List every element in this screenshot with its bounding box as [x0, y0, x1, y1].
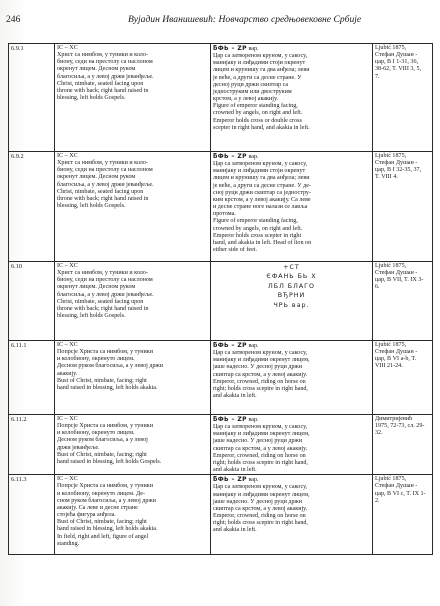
desc-line: standing. — [57, 540, 80, 547]
variant-label: вар. — [248, 417, 259, 423]
obverse-description-cell — [55, 152, 211, 262]
desc-line: биону, седи на престолу са наслоном — [57, 277, 153, 284]
reverse-legend-cell — [211, 415, 373, 475]
desc-line: throne with back; right hand raised in — [57, 195, 149, 202]
desc-line: биону, седи на престолу са наслоном — [57, 59, 153, 66]
desc-line: Христ са нимбом, у туники и коло- — [57, 52, 148, 59]
legend-line: ким крстом, а у левој акакију. Са леве — [213, 196, 311, 203]
reverse-legend-cell — [211, 44, 373, 152]
ref-line: Ljubić 1875, — [375, 263, 407, 269]
legend-text: ƃФЬ – ZP — [213, 342, 247, 349]
type-id-cell — [9, 415, 55, 475]
legend-line: јаше надесно. У десној руци држи — [213, 438, 303, 445]
desc-line: hand raised in blessing, left holds akakia. — [57, 384, 158, 391]
type-id: 6.9.2 — [11, 153, 24, 160]
ref-line: VIII 21-24. — [375, 363, 403, 370]
desc-line: акакију. Са леве и десне стране — [57, 504, 138, 511]
legend-line: crowned by angels, on right and left. — [213, 225, 303, 232]
desc-line: In field, right and left, figure of angel — [57, 533, 149, 540]
reverse-legend-cell — [211, 262, 373, 341]
reference-cell — [373, 44, 433, 152]
legend-line: скиптар са крстом, а у левој акакију. — [213, 371, 308, 378]
legend-line: крстом, а у левој акакију. — [213, 96, 278, 103]
table-row — [9, 341, 433, 415]
legend-line: right; holds cross sceptre in right hand, — [213, 459, 308, 466]
type-id: 6.9.1 — [11, 45, 24, 52]
ref-line: Стефан Душан - — [375, 270, 418, 277]
legend-heading — [213, 416, 370, 424]
desc-line: blessing, left holds Gospels. — [57, 95, 126, 102]
ref-line: Стефан Душан - — [375, 483, 418, 490]
inscription-line: ЄФАНЬ БЬ Х — [266, 273, 317, 281]
desc-line: Christ, nimbate, seated facing upon — [57, 188, 144, 195]
table-row — [9, 44, 433, 152]
desc-line: hand raised in blessing, left holds Gospels. — [57, 458, 162, 465]
legend-line: Figure of emperor standing facing, — [213, 103, 298, 110]
legend-line: манијаку и лиђадими окренут лицем, — [213, 431, 310, 438]
desc-line: Христ са нимбом, у туники и коло- — [57, 160, 148, 167]
reference-cell — [373, 341, 433, 415]
ref-line: Ljubić 1875, — [375, 45, 407, 51]
desc-line: биону, седи на престолу са наслоном — [57, 167, 153, 174]
legend-line: протома. — [213, 211, 236, 218]
desc-line: окренут лицем. Десном руком — [57, 174, 136, 181]
ref-line: цар, В I 1-31, 36, — [375, 59, 419, 66]
type-id: 6.10 — [11, 263, 23, 270]
ref-line: 2. — [375, 497, 380, 504]
legend-text: ƃФЬ – ZP — [213, 416, 247, 423]
legend-line: је веће, а други са десне стране. У — [213, 74, 302, 81]
type-id-cell — [9, 341, 55, 415]
running-title: Вујадин Иванишевић: Новчарство средњовековне Србије — [128, 14, 362, 25]
variant-label: вар. — [248, 477, 259, 484]
reference-cell — [373, 415, 433, 475]
legend-line: скиптар са крстом, а у левој акакију. — [213, 505, 308, 512]
legend-line: and akakia in left. — [213, 527, 257, 534]
legend-line: either side of feet. — [213, 247, 257, 254]
ref-line: цар, В VII, T. IX 3- — [375, 277, 424, 284]
ref-line: Стефан Душан - — [375, 160, 418, 167]
desc-line: Bust of Christ, nimbate, facing; right — [57, 377, 147, 384]
desc-line: throne with back; right hand raised in — [57, 87, 149, 94]
legend-line: Цар са затвореном круном, у сакосу, — [213, 53, 308, 60]
desc-line: Попрсје Христа са нимбом, у туники — [57, 349, 154, 356]
obverse-description-cell — [55, 415, 211, 475]
inscription-line: ВЂРНИ — [277, 292, 306, 300]
desc-line: акакију. — [57, 370, 78, 377]
reference-cell — [373, 262, 433, 341]
desc-line: IC – XC — [57, 416, 78, 422]
legend-line: crowned by angels, on right and left. — [213, 110, 303, 117]
legend-line: right; holds cross sceptre in right hand, — [213, 520, 308, 527]
legend-line: јаше надесно. У десној руци држи — [213, 364, 303, 371]
legend-line: Emperor holds cross or double cross — [213, 117, 302, 124]
desc-line: Попрсје Христа са нимбом, у туники — [57, 483, 154, 490]
desc-line: благосиља, а у левој држи јеванђеље. — [57, 73, 154, 80]
type-id-cell — [9, 44, 55, 152]
legend-line: манијаку и лиђадими окренут лицем, — [213, 491, 310, 498]
legend-line: је веће, а други са десне стране. У де- — [213, 182, 311, 189]
legend-line: Emperor, crowned, riding on horse on — [213, 378, 306, 385]
ref-line: Димитријевић — [375, 416, 413, 422]
desc-line: Christ, nimbate, seated facing upon — [57, 80, 144, 87]
type-id: 6.11.1 — [11, 342, 27, 349]
desc-line: сном руком благосиља, а у левој држи — [57, 497, 156, 504]
ref-line: T. VIII 4. — [375, 174, 398, 181]
legend-line: hand, and akakia in left. Head of lion on — [213, 239, 312, 246]
legend-line: Figure of emperor standing facing, — [213, 218, 298, 225]
desc-line: blessing, left holds Gospels. — [57, 203, 126, 210]
obverse-description-cell — [55, 44, 211, 152]
table-row — [9, 262, 433, 341]
legend-text: ƃФЬ – ZP — [213, 45, 247, 52]
ref-line: 32. — [375, 430, 383, 437]
legend-line: Emperor, crowned, riding on horse on — [213, 452, 306, 459]
desc-line: и колобиону, окренуто лицем. — [57, 356, 135, 363]
desc-line: благосиља, а у левој држи јеванђеље. — [57, 291, 154, 298]
page-number: 246 — [6, 14, 21, 25]
legend-heading — [213, 45, 370, 53]
desc-line: Попрсје Христа са нимбом, у туники — [57, 423, 154, 430]
ref-line: 1975, 72-73, сл. 29- — [375, 423, 425, 430]
legend-line: скиптар са крстом, а у левој акакију. — [213, 445, 308, 452]
desc-line: и колобиону, окренуто лицем. — [57, 430, 135, 437]
legend-line: сној руци држи скиптар са једностру- — [213, 189, 312, 196]
variant-label: вар. — [248, 46, 259, 52]
desc-line: Christ, nimbate, seated facing upon — [57, 298, 144, 305]
ref-line: Стефан Душан - — [375, 52, 418, 59]
variant-label: вар. — [248, 343, 259, 349]
type-id-cell — [9, 475, 55, 555]
obverse-description-cell — [55, 262, 211, 341]
table-row — [9, 152, 433, 262]
variant-label: вар. — [248, 154, 259, 160]
desc-line: hand raised in blessing, left holds akakia. — [57, 526, 158, 533]
legend-line: Цар са затвореном круном, у сакосу, — [213, 350, 308, 357]
reference-cell — [373, 152, 433, 262]
ref-line: цар, В I 32-35, 37, — [375, 167, 422, 174]
desc-line: IC – XC — [57, 153, 78, 159]
desc-line: IC – XC — [57, 342, 78, 348]
reverse-legend-cell — [211, 152, 373, 262]
ref-line: Ljubić 1875, — [375, 342, 407, 348]
ref-line: 7. — [375, 73, 380, 80]
legend-heading — [213, 476, 370, 484]
table-row — [9, 415, 433, 475]
inscription-line: ЧРЬ вар. — [273, 301, 310, 309]
inscription-line: ЛБЛ БЛАГО — [268, 282, 315, 290]
ref-line: Ljubić 1875, — [375, 153, 407, 159]
desc-line: throne with back; right hand raised in — [57, 305, 149, 312]
legend-line: лицем и крунишу га два анђела; леви — [213, 175, 310, 182]
table-row — [9, 475, 433, 555]
ref-line: Ljubić 1875, — [375, 476, 407, 483]
legend-heading — [213, 342, 370, 350]
legend-line: Цар са затвореном круном, у сакосу, — [213, 161, 308, 168]
ref-line: цар, В VI c, T. IX 1- — [375, 490, 426, 497]
desc-line: blessing, left holds Gospels. — [57, 313, 126, 320]
desc-line: Десном руком благосиља, а у левој држи — [57, 363, 163, 370]
desc-line: окренут лицем. Десном руком — [57, 284, 136, 291]
ref-line: Стефан Душан - — [375, 349, 418, 356]
legend-line: јаше надесно. У десној руци држи — [213, 498, 303, 505]
ref-line: цар, В VI a-b, T. — [375, 356, 417, 363]
type-id: 6.11.3 — [11, 476, 27, 484]
ref-line: 6. — [375, 284, 380, 291]
legend-line: и десне стране ноге налази се лавља — [213, 204, 308, 211]
obverse-description-cell — [55, 475, 211, 555]
desc-line: IC – XC — [57, 263, 78, 269]
legend-line: right; holds cross sceptre in right hand, — [213, 385, 308, 392]
reverse-legend-cell — [211, 475, 373, 555]
legend-line: манијаку и лиђадими окренут лицем, — [213, 357, 310, 364]
legend-line: манијаку и лиђадими стоји окренут — [213, 60, 306, 67]
inscription-line: +СТ — [283, 264, 300, 271]
legend-text: ƃФЬ – ZP — [213, 476, 247, 484]
legend-line: and akakia in left. — [213, 393, 257, 400]
type-id-cell — [9, 262, 55, 341]
reference-cell — [373, 475, 433, 555]
desc-line: и колобиону, окренуто лицем. Де- — [57, 490, 145, 497]
coin-catalog-table — [8, 43, 433, 555]
desc-line: окренут лицем. Десном руком — [57, 66, 136, 73]
desc-line: Bust of Christ, nimbate, facing; right — [57, 451, 147, 458]
legend-heading — [213, 153, 370, 161]
reverse-legend-cell — [211, 341, 373, 415]
legend-line: and akakia in left. — [213, 467, 257, 474]
obverse-description-cell — [55, 341, 211, 415]
desc-line: благосиља, а у левој држи јеванђеље. — [57, 181, 154, 188]
type-id-cell — [9, 152, 55, 262]
legend-line: лицем и крунишу га два анђела; леви — [213, 67, 310, 74]
legend-line: Цар са затвореном круном, у сакосу, — [213, 484, 308, 491]
desc-line: држи јеванђеље. — [57, 444, 100, 451]
type-id: 6.11.2 — [11, 416, 27, 423]
desc-line: IC – XC — [57, 45, 78, 51]
ref-line: 38-62, T. VIII 3, 5, — [375, 66, 422, 73]
desc-line: Bust of Christ, nimbate, facing; right — [57, 519, 147, 526]
desc-line: стојећа фигура анђела. — [57, 512, 116, 519]
page-header — [0, 14, 440, 28]
legend-line: Цар са затвореном круном, у сакосу, — [213, 424, 308, 431]
legend-line: scepter in right hand, and akakia in left. — [213, 124, 310, 131]
legend-line: манијаку и лиђадими стоји окренут — [213, 168, 306, 175]
legend-line: једноструким или двоструким — [213, 88, 292, 95]
coin-legend-inscription — [213, 263, 370, 310]
desc-line: Христ са нимбом, у туники и коло- — [57, 270, 148, 277]
legend-line: десној руци држи скиптар са — [213, 81, 289, 88]
desc-line: Десном руком благосиља, а у левој — [57, 437, 148, 444]
legend-line: Emperor, crowned, riding on horse on — [213, 513, 306, 520]
desc-line: IC – XC — [57, 476, 78, 483]
legend-text: ƃФЬ – ZP — [213, 153, 247, 160]
legend-line: Emperor holds cross scepter in right — [213, 232, 302, 239]
